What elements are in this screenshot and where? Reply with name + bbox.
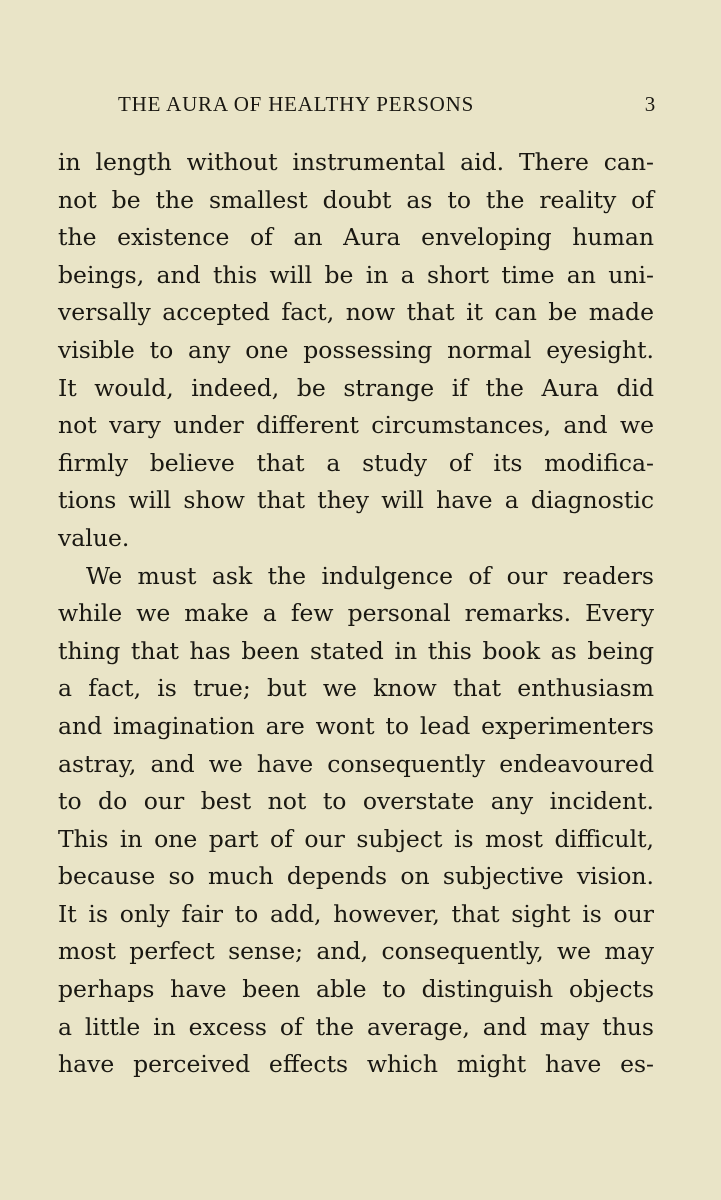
text-line: perhaps have been able to distinguish objects: [58, 975, 654, 1004]
paragraph-2: [58, 558, 654, 1084]
text-line: the existence of an Aura enveloping human: [58, 223, 654, 252]
text-line: have perceived effects which might have es-: [58, 1050, 654, 1079]
text-line: beings, and this will be in a short time an uni-: [58, 260, 654, 289]
running-head: [60, 92, 656, 122]
text-line: most perfect sense; and, consequently, we may: [58, 937, 654, 966]
text-line: astray, and we have consequently endeavoured: [58, 749, 654, 778]
text-line: tions will show that they will have a diagnostic: [58, 486, 654, 515]
text-line: and imagination are wont to lead experimenters: [58, 711, 654, 740]
text-line: It would, indeed, be strange if the Aura did: [58, 373, 654, 402]
text-line: because so much depends on subjective vision.: [58, 862, 654, 891]
paragraph-1: [58, 144, 654, 558]
text-line: not vary under different circumstances, and we: [58, 411, 654, 440]
text-line: It is only fair to add, however, that sight is our: [58, 899, 654, 928]
text-line: not be the smallest doubt as to the reality of: [58, 185, 654, 214]
text-line: a little in excess of the average, and may thus: [58, 1012, 654, 1041]
text-line: value.: [58, 523, 130, 552]
text-line: thing that has been stated in this book as being: [58, 636, 654, 665]
text-line: while we make a few personal remarks. Every: [58, 599, 654, 628]
text-line: to do our best not to overstate any incident.: [58, 787, 654, 816]
text-line: a fact, is true; but we know that enthusiasm: [58, 674, 654, 703]
text-line: visible to any one possessing normal eyesight.: [58, 335, 654, 364]
text-line: This in one part of our subject is most difficult,: [58, 824, 654, 853]
body-text: [58, 144, 654, 1084]
text-line: in length without instrumental aid. There can-: [58, 148, 654, 176]
page-number: 3: [644, 92, 656, 116]
text-line: firmly believe that a study of its modifica-: [58, 448, 654, 477]
text-line: We must ask the indulgence of our readers: [86, 561, 654, 590]
running-head-title: THE AURA OF HEALTHY PERSONS: [118, 92, 475, 116]
text-line: versally accepted fact, now that it can be made: [58, 298, 654, 327]
